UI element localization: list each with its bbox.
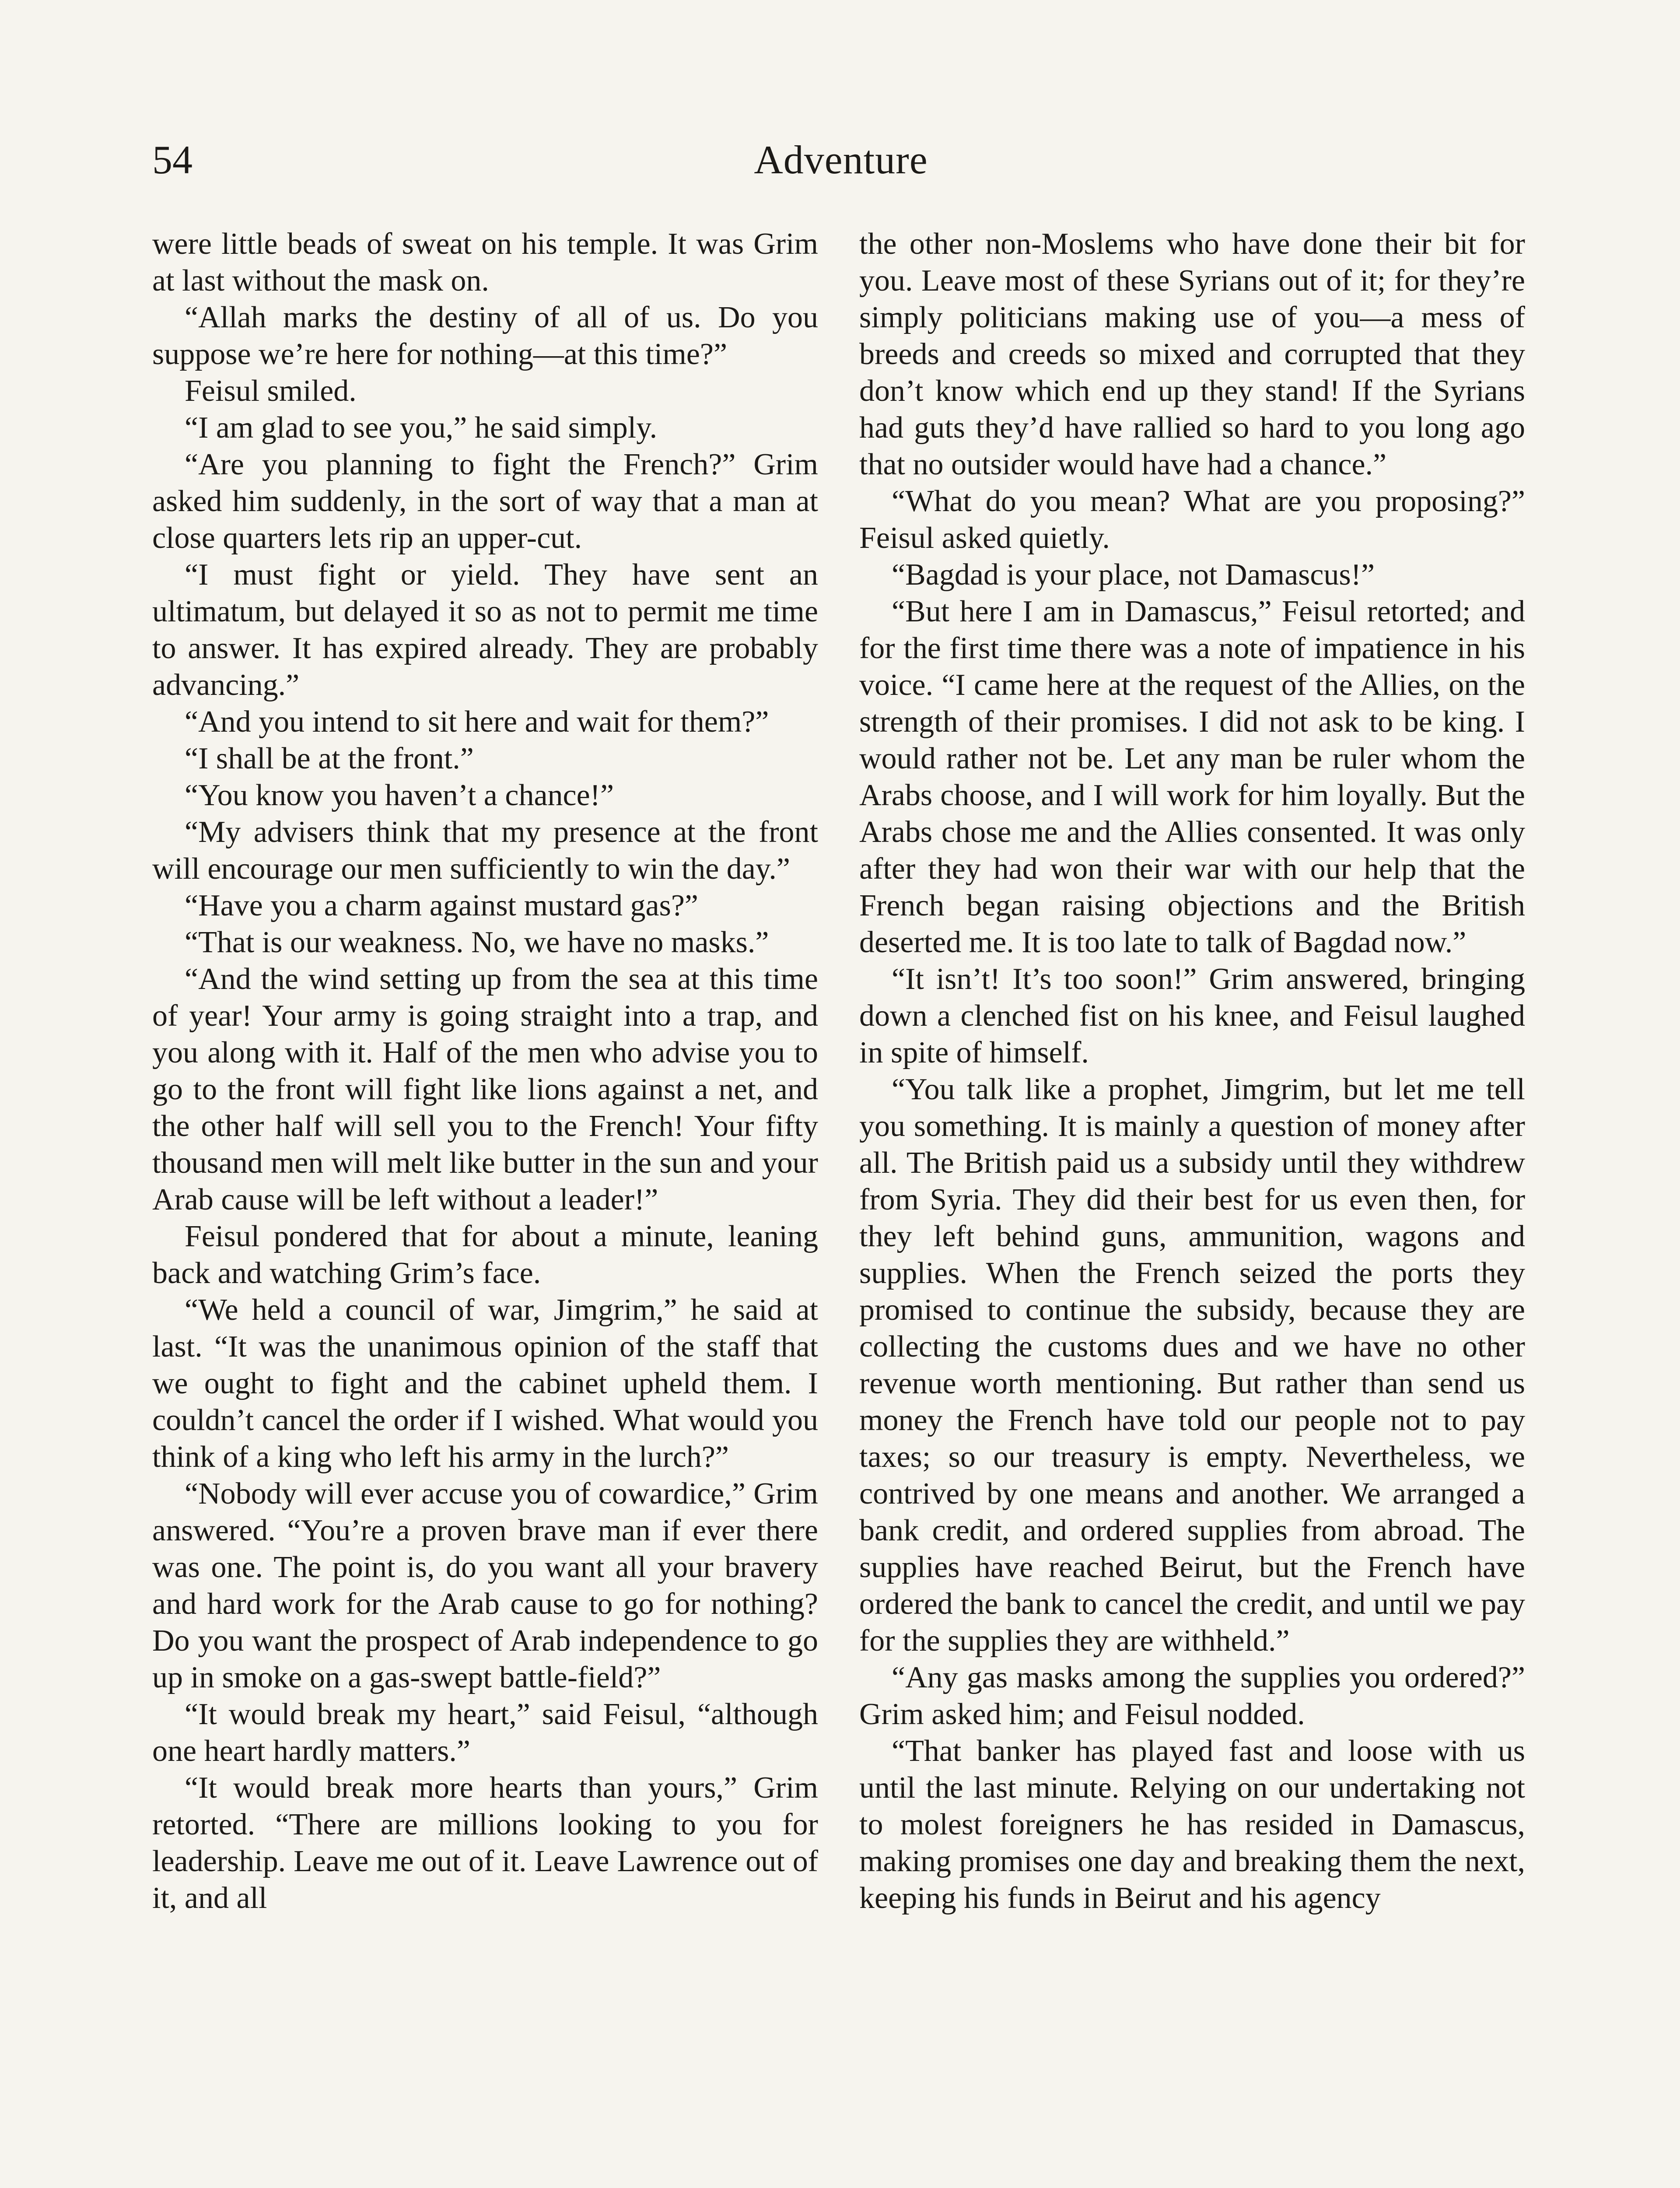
paragraph: “And the wind setting up from the sea at this time of year! Your army is going straight into a trap, and you along with it. Half of the men who advise you to go to the front will fight like lions against a net, and the other half will sell you to the French! Your fifty thousand men will melt like butter in the sun and your Arab cause will be left without a leader!” bbox=[152, 962, 818, 1217]
paragraph: “You talk like a prophet, Jimgrim, but let me tell you something. It is mainly a question of money after all. The British paid us a subsidy until they withdrew from Syria. They did their best for us even then, for they left behind guns, ammunition, wagons and supplies. When the French seized the ports they promised to continue the subsidy, because they are collecting the customs dues and we have no other revenue worth mentioning. But rather than send us money the French have told our people not to pay taxes; so our treasury is empty. Nevertheless, we contrived by one means and another. We arranged a bank credit, and ordered supplies from abroad. The supplies have reached Beirut, but the French have ordered the bank to cancel the credit, and until we pay for the supplies they are withheld.” bbox=[859, 1073, 1525, 1658]
paragraph: “It would break my heart,” said Feisul, “although one heart hardly matters.” bbox=[152, 1697, 818, 1768]
paragraph: “We held a council of war, Jimgrim,” he said at last. “It was the unanimous opinion of the staff that we ought to fight and the cabinet upheld them. I couldn’t cancel the order if I wished. What would you think of a king who left his army in the lurch?” bbox=[152, 1293, 818, 1474]
paragraph: “That is our weakness. No, we have no masks.” bbox=[185, 926, 769, 959]
paragraph: Feisul pondered that for about a minute, leaning back and watching Grim’s face. bbox=[152, 1220, 818, 1290]
paragraph: “Allah marks the destiny of all of us. Do you suppose we’re here for nothing—at this time?” bbox=[152, 301, 818, 371]
paragraph: “And you intend to sit here and wait for them?” bbox=[185, 705, 769, 739]
paragraph: “Nobody will ever accuse you of cowardice,” Grim answered. “You’re a proven brave man if ever there was one. The point is, do you want all your bravery and hard work for the Arab cause to go for nothing? Do you want the prospect of Arab independence to go up in smoke on a gas-swept battle-field?” bbox=[152, 1477, 818, 1694]
paragraph: “Are you planning to fight the French?” Grim asked him suddenly, in the sort of way that a man at close quarters lets rip an upper-cut. bbox=[152, 448, 818, 555]
paragraph: the other non-Moslems who have done their bit for you. Leave most of these Syrians out of it; for they’re simply politicians making use of you—a mess of breeds and creeds so mixed and corrupted that they don’t know which end up they stand! If the Syrians had guts they’d have rallied so hard to you long ago that no outsider would have had a chance.” bbox=[859, 227, 1525, 481]
paragraph: “What do you mean? What are you proposing?” Feisul asked quietly. bbox=[859, 484, 1525, 555]
page-number: 54 bbox=[152, 137, 192, 182]
paragraph: “You know you haven’t a chance!” bbox=[185, 778, 614, 812]
paragraph: “Bagdad is your place, not Damascus!” bbox=[892, 558, 1375, 592]
paragraph: “It isn’t! It’s too soon!” Grim answered, bringing down a clenched fist on his knee, and Feisul laughed in spite of himself. bbox=[859, 962, 1525, 1069]
left-text-column bbox=[152, 226, 818, 1917]
page-header bbox=[152, 131, 1530, 188]
paragraph: “I shall be at the front.” bbox=[185, 742, 474, 775]
paragraph: “Any gas masks among the supplies you ordered?” Grim asked him; and Feisul nodded. bbox=[859, 1661, 1525, 1731]
paragraph: “It would break more hearts than yours,” Grim retorted. “There are millions looking to you for leadership. Leave me out of it. Leave Lawrence out of it, and all bbox=[152, 1771, 818, 1915]
paragraph: “I must fight or yield. They have sent an ultimatum, but delayed it so as not to permit me time to answer. It has expired already. They are probably advancing.” bbox=[152, 558, 818, 702]
paragraph: Feisul smiled. bbox=[185, 374, 357, 408]
paragraph: were little beads of sweat on his temple. It was Grim at last without the mask on. bbox=[152, 227, 818, 298]
paragraph: “My advisers think that my presence at the front will encourage our men sufficiently to win the day.” bbox=[152, 815, 818, 886]
right-text-column bbox=[859, 226, 1525, 1917]
paragraph: “I am glad to see you,” he said simply. bbox=[185, 411, 658, 445]
paragraph: “That banker has played fast and loose with us until the last minute. Relying on our undertaking not to molest foreigners he has resided in Damascus, making promises one day and breaking them the next, keeping his funds in Beirut and his agency bbox=[859, 1734, 1525, 1915]
running-title: Adventure bbox=[754, 137, 928, 182]
paragraph: “Have you a charm against mustard gas?” bbox=[185, 889, 698, 922]
paragraph: “But here I am in Damascus,” Feisul retorted; and for the first time there was a note of impatience in his voice. “I came here at the request of the Allies, on the strength of their promises. I did not ask to be king. I would rather not be. Let any man be ruler whom the Arabs choose, and I will work for him loyally. But the Arabs chose me and the Allies consented. It was only after they had won their war with our help that the French began raising objections and the British deserted me. It is too late to talk of Bagdad now.” bbox=[859, 595, 1525, 959]
